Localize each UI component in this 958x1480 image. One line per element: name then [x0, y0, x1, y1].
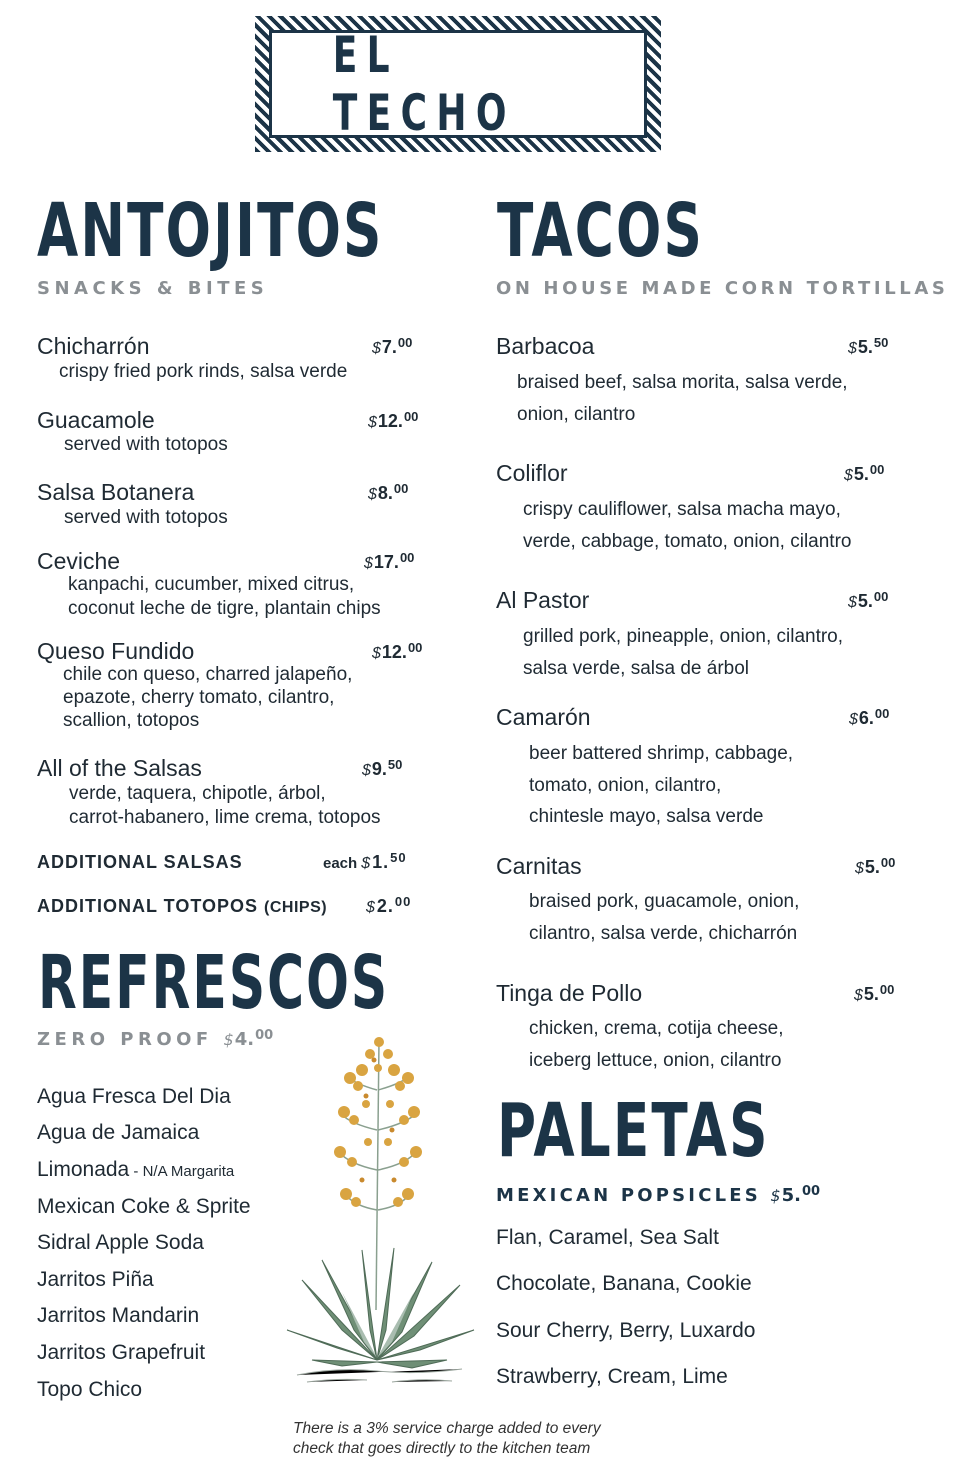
refrescos-subtitle: ZERO PROOF $4.00 [37, 1028, 274, 1050]
antojitos-title: ANTOJITOS [37, 188, 384, 274]
service-charge-note: There is a 3% service charge added to every check that goes directly to the kitchen team [293, 1420, 601, 1457]
extra-additional-salsas: ADDITIONAL SALSAS [37, 852, 243, 872]
item-price: $5.00 [844, 462, 885, 484]
item-name: Chicharrón [37, 333, 150, 359]
item-description: chicken, crema, cotija cheese, iceberg lettuce, onion, cilantro [529, 1018, 784, 1071]
item-description: served with totopos [64, 434, 228, 455]
item-name: Barbacoa [496, 333, 595, 359]
logo [255, 16, 661, 152]
paleta-item: Sour Cherry, Berry, Luxardo [496, 1319, 756, 1342]
paleta-item: Flan, Caramel, Sea Salt [496, 1226, 719, 1249]
item-price: $5.00 [855, 855, 896, 877]
item-name: Carnitas [496, 853, 582, 879]
item-price: $5.50 [848, 335, 889, 357]
paleta-item: Strawberry, Cream, Lime [496, 1365, 728, 1388]
item-price: $5.00 [848, 589, 889, 611]
drink-item: Sidral Apple Soda [37, 1231, 204, 1254]
item-description: verde, taquera, chipotle, árbol, carrot-habanero, lime crema, totopos [69, 783, 381, 828]
extra-additional-totopos-price: $2.00 [366, 894, 412, 916]
drink-item: Jarritos Mandarin [37, 1304, 200, 1327]
paletas-price: $5.00 [770, 1184, 821, 1206]
paletas-title: PALETAS [497, 1088, 770, 1174]
refrescos-title: REFRESCOS [38, 940, 390, 1026]
item-description: braised beef, salsa morita, salsa verde, onion, cilantro [517, 372, 848, 425]
item-name: Al Pastor [496, 587, 590, 613]
item-name: Queso Fundido [37, 638, 195, 664]
item-price: $5.00 [854, 982, 895, 1004]
item-price: $7.00 [372, 335, 413, 357]
item-price: $17.00 [364, 550, 415, 572]
item-price: $9.50 [362, 757, 403, 779]
item-name: All of the Salsas [37, 755, 202, 781]
logo-text: EL TECHO [332, 26, 516, 142]
item-price: $8.00 [368, 481, 409, 503]
item-name: Tinga de Pollo [496, 980, 643, 1006]
logo-frame [269, 26, 647, 142]
item-description: grilled pork, pineapple, onion, cilantro, salsa verde, salsa de árbol [523, 626, 844, 679]
antojitos-subtitle: SNACKS & BITES [37, 278, 269, 299]
item-name: Salsa Botanera [37, 479, 195, 505]
item-name: Camarón [496, 704, 591, 730]
tacos-title: TACOS [497, 188, 705, 274]
extra-additional-salsas-price: each $1.50 [323, 850, 407, 872]
item-name: Ceviche [37, 548, 121, 574]
paleta-item: Chocolate, Banana, Cookie [496, 1272, 752, 1295]
drink-item: Topo Chico [37, 1378, 143, 1401]
drink-item: Agua Fresca Del Dia [37, 1085, 231, 1108]
paletas-subtitle: MEXICAN POPSICLES $5.00 [496, 1184, 821, 1206]
item-name: Coliflor [496, 460, 568, 486]
item-description: crispy fried pork rinds, salsa verde [59, 361, 348, 382]
tacos-subtitle: ON HOUSE MADE CORN TORTILLAS [496, 278, 949, 299]
drink-item: Mexican Coke & Sprite [37, 1195, 251, 1218]
drink-item: Jarritos Piña [37, 1268, 154, 1291]
item-description: kanpachi, cucumber, mixed citrus, coconut leche de tigre, plantain chips [68, 574, 381, 619]
item-description: chile con queso, charred jalapeño, epazote, cherry tomato, cilantro, scallion, totopos [63, 664, 353, 731]
item-price: $6.00 [849, 706, 890, 728]
item-price: $12.00 [372, 640, 423, 662]
item-description: served with totopos [64, 507, 228, 528]
item-name: Guacamole [37, 407, 155, 433]
agave-plant-icon [282, 1030, 482, 1390]
extra-additional-totopos: ADDITIONAL TOTOPOS (CHIPS) [37, 896, 328, 916]
item-description: beer battered shrimp, cabbage, tomato, onion, cilantro, chintesle mayo, salsa verde [529, 743, 794, 827]
drink-item: Jarritos Grapefruit [37, 1341, 206, 1364]
refrescos-price: $4.00 [223, 1028, 274, 1050]
item-description: braised pork, guacamole, onion, cilantro, salsa verde, chicharrón [529, 891, 800, 944]
item-description: crispy cauliflower, salsa macha mayo, verde, cabbage, tomato, onion, cilantro [523, 499, 852, 552]
item-price: $12.00 [368, 409, 419, 431]
drink-item: Limonada - N/A Margarita [37, 1158, 235, 1181]
drink-item: Agua de Jamaica [37, 1121, 200, 1144]
